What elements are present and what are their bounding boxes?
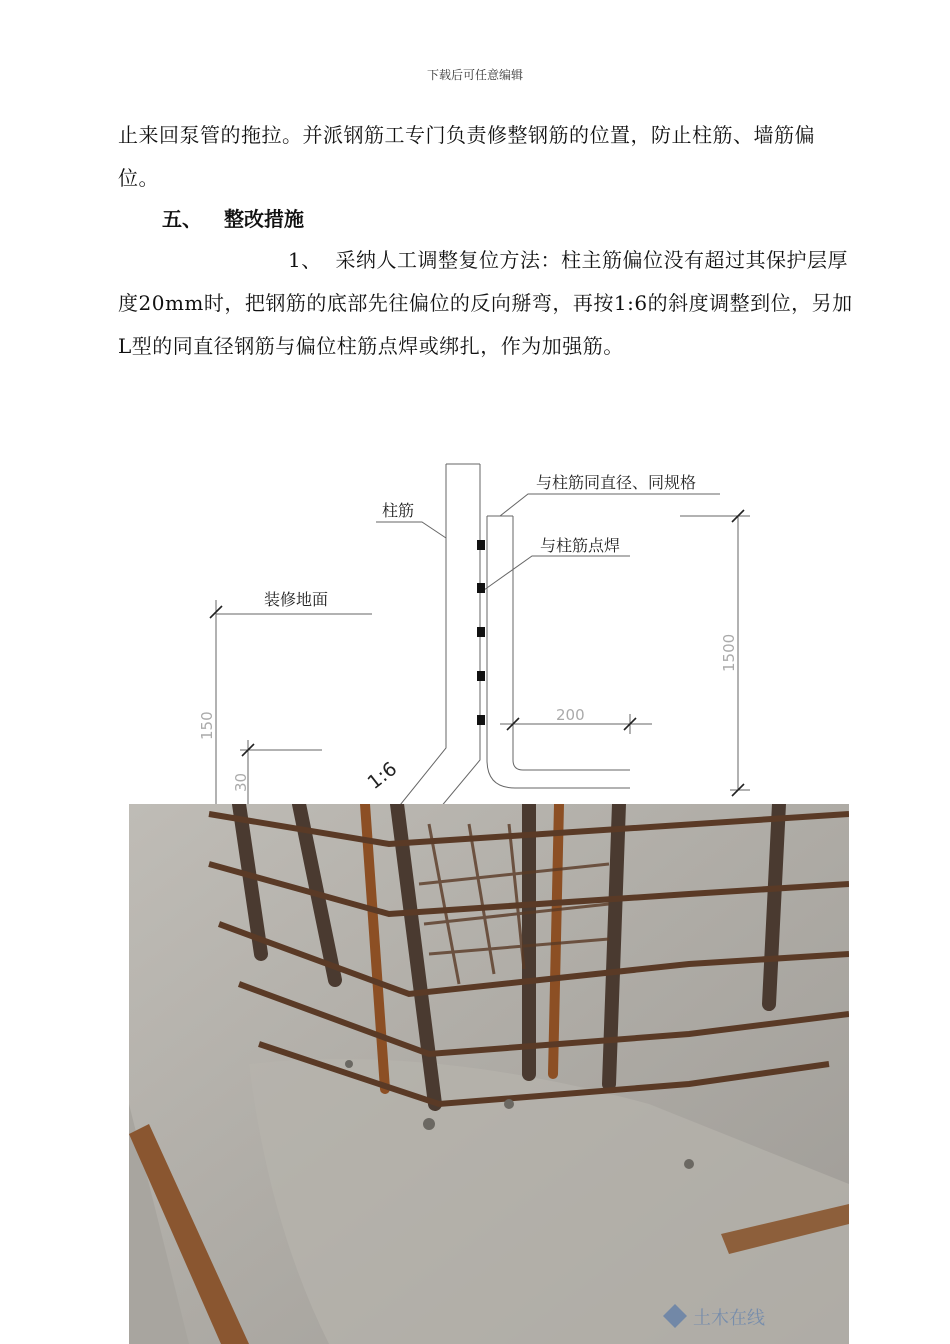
label-slope: 1:6 bbox=[363, 757, 402, 794]
paragraph-continuation: 止来回泵管的拖拉。并派钢筋工专门负责修整钢筋的位置，防止柱筋、墙筋偏位。 bbox=[118, 123, 815, 190]
leader-column-bar bbox=[376, 522, 446, 538]
section-heading bbox=[162, 198, 304, 241]
dim-150-text: 150 bbox=[198, 711, 216, 740]
section-title: 整改措施 bbox=[224, 207, 304, 231]
rebar-adjustment-diagram bbox=[0, 440, 950, 820]
section-number: 五、 bbox=[162, 207, 202, 231]
watermark-text: 土木在线 bbox=[693, 1308, 765, 1329]
dim-30-text: 30 bbox=[232, 772, 250, 792]
weld-mark bbox=[477, 671, 485, 681]
measure-paragraph bbox=[118, 239, 853, 368]
label-column-bar: 柱筋 bbox=[382, 501, 415, 520]
leader-same-spec bbox=[500, 494, 720, 516]
label-spot-weld: 与柱筋点焊 bbox=[540, 536, 621, 555]
dim-1500-text: 1500 bbox=[720, 633, 738, 672]
measure-text: 采纳人工调整复位方法：柱主筋偏位没有超过其保护层厚度20mm时，把钢筋的底部先往偏位的反向掰弯，再按1:6的斜度调整到位，另加L型的同直径钢筋与偏位柱筋点焊或绑扎，作为加强筋。 bbox=[118, 248, 853, 358]
l-reinforcing-bar bbox=[487, 516, 630, 788]
label-same-spec: 与柱筋同直径、同规格 bbox=[536, 473, 697, 492]
weld-mark bbox=[477, 627, 485, 637]
dim-200-text: 200 bbox=[556, 706, 585, 724]
dim-1500-line bbox=[680, 516, 750, 790]
page-header: 下载后可任意编辑 bbox=[426, 68, 523, 82]
weld-mark bbox=[477, 583, 485, 593]
weld-mark bbox=[477, 715, 485, 725]
measure-number: 1、 bbox=[288, 248, 322, 272]
leader-spot-weld bbox=[484, 556, 630, 590]
rebar-cage-photo bbox=[129, 804, 849, 1344]
weld-mark bbox=[477, 540, 485, 550]
label-floor: 装修地面 bbox=[264, 590, 329, 609]
